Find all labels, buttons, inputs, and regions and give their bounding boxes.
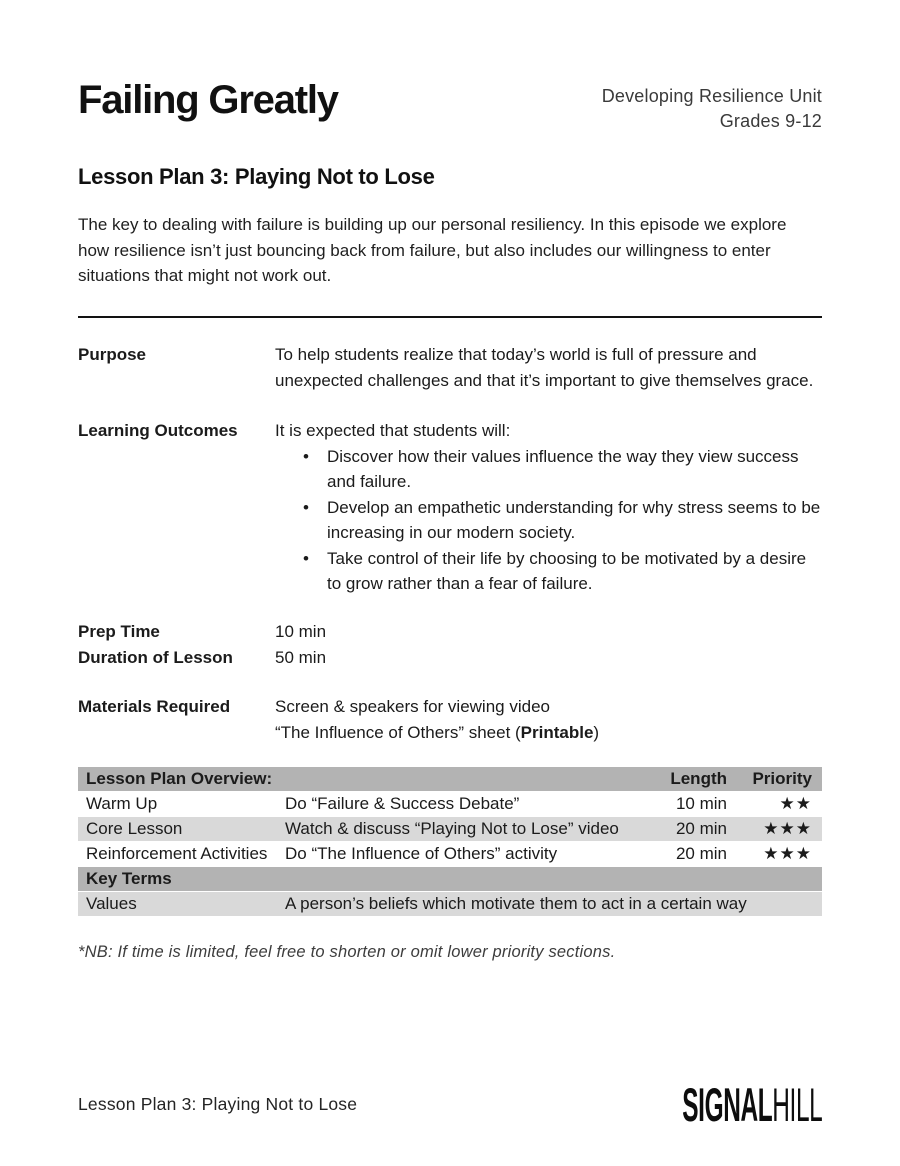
key-term-row [78,892,822,917]
overview-table [78,767,822,917]
outcomes-content [275,418,822,597]
key-terms-header-row [78,867,822,892]
outcome-item: • Develop an empathetic understanding for why stress seems to be increasing in our modern society. [275,495,822,546]
intro-paragraph: The key to dealing with failure is building up our personal resiliency. In this episode we explore how resilience isn’t just bouncing back from failure, but also includes our willingness to enter situations that might not work out. [78,215,787,285]
priority-stars: ★★ [779,793,812,813]
unit-grades: Grades 9-12 [719,111,822,131]
outcomes-intro: It is expected that students will: [275,420,511,440]
outcomes-list [275,444,822,597]
page-title: Failing Greatly [78,78,338,122]
prep-time-value: 10 min [275,621,327,641]
table-header-priority: Priority [752,768,812,788]
unit-name: Developing Resilience Unit [601,86,822,106]
activity-length: 20 min [675,818,727,838]
priority-stars: ★★★ [763,843,812,863]
activity-description: Do “The Influence of Others” activity [285,843,558,863]
activity-description: Do “Failure & Success Debate” [285,793,520,813]
logo-signal: SIGNAL [681,1077,772,1131]
priority-note: *NB: If time is limited, feel free to shorten or omit lower priority sections. [78,942,616,961]
activity-name: Reinforcement Activities [86,843,268,863]
table-row [78,792,822,817]
outcome-item: • Take control of their life by choosing to be motivated by a desire to grow rather than a fear of failure. [275,546,822,597]
key-term-name: Values [86,893,137,913]
signalhill-logo [681,1077,822,1131]
duration-label: Duration of Lesson [78,647,233,667]
duration-row [78,645,822,671]
key-terms-header: Key Terms [86,868,172,888]
key-term-definition: A person’s beliefs which motivate them to act in a certain way [285,893,747,913]
logo-hill: HILL [771,1077,822,1131]
materials-label: Materials Required [78,696,231,716]
materials-line-1: Screen & speakers for viewing video [275,696,550,716]
table-row [78,817,822,842]
outcome-item: • Discover how their values influence the way they view success and failure. [275,444,822,495]
activity-description: Watch & discuss “Playing Not to Lose” video [285,818,619,838]
prep-time-label: Prep Time [78,621,160,641]
page-footer [78,1077,822,1131]
table-header-length: Length [670,768,727,788]
purpose-section [78,342,822,394]
document-header [78,0,822,134]
unit-info [602,84,822,134]
table-header-row [78,767,822,792]
activity-name: Core Lesson [86,818,183,838]
prep-time-row [78,619,822,645]
activity-length: 20 min [675,843,727,863]
purpose-text: To help students realize that today’s world is full of pressure and unexpected challenges and that it’s important to give themselves grace. [275,344,814,390]
materials-line-2-suffix: ) [593,722,600,742]
materials-line-2-prefix: “The Influence of Others” sheet ( [275,722,521,742]
materials-content [275,694,822,746]
materials-printable: Printable [520,722,594,742]
lesson-heading: Lesson Plan 3: Playing Not to Lose [78,164,435,189]
priority-stars: ★★★ [763,818,812,838]
table-header-title: Lesson Plan Overview: [86,768,273,788]
footer-lesson-title: Lesson Plan 3: Playing Not to Lose [78,1093,358,1114]
section-divider [78,316,822,318]
purpose-label: Purpose [78,344,147,364]
table-row [78,842,822,867]
activity-length: 10 min [675,793,727,813]
duration-value: 50 min [275,647,327,667]
activity-name: Warm Up [86,793,158,813]
materials-section [78,694,822,746]
outcomes-section [78,418,822,597]
materials-line-2 [275,720,822,746]
outcomes-label: Learning Outcomes [78,420,238,440]
